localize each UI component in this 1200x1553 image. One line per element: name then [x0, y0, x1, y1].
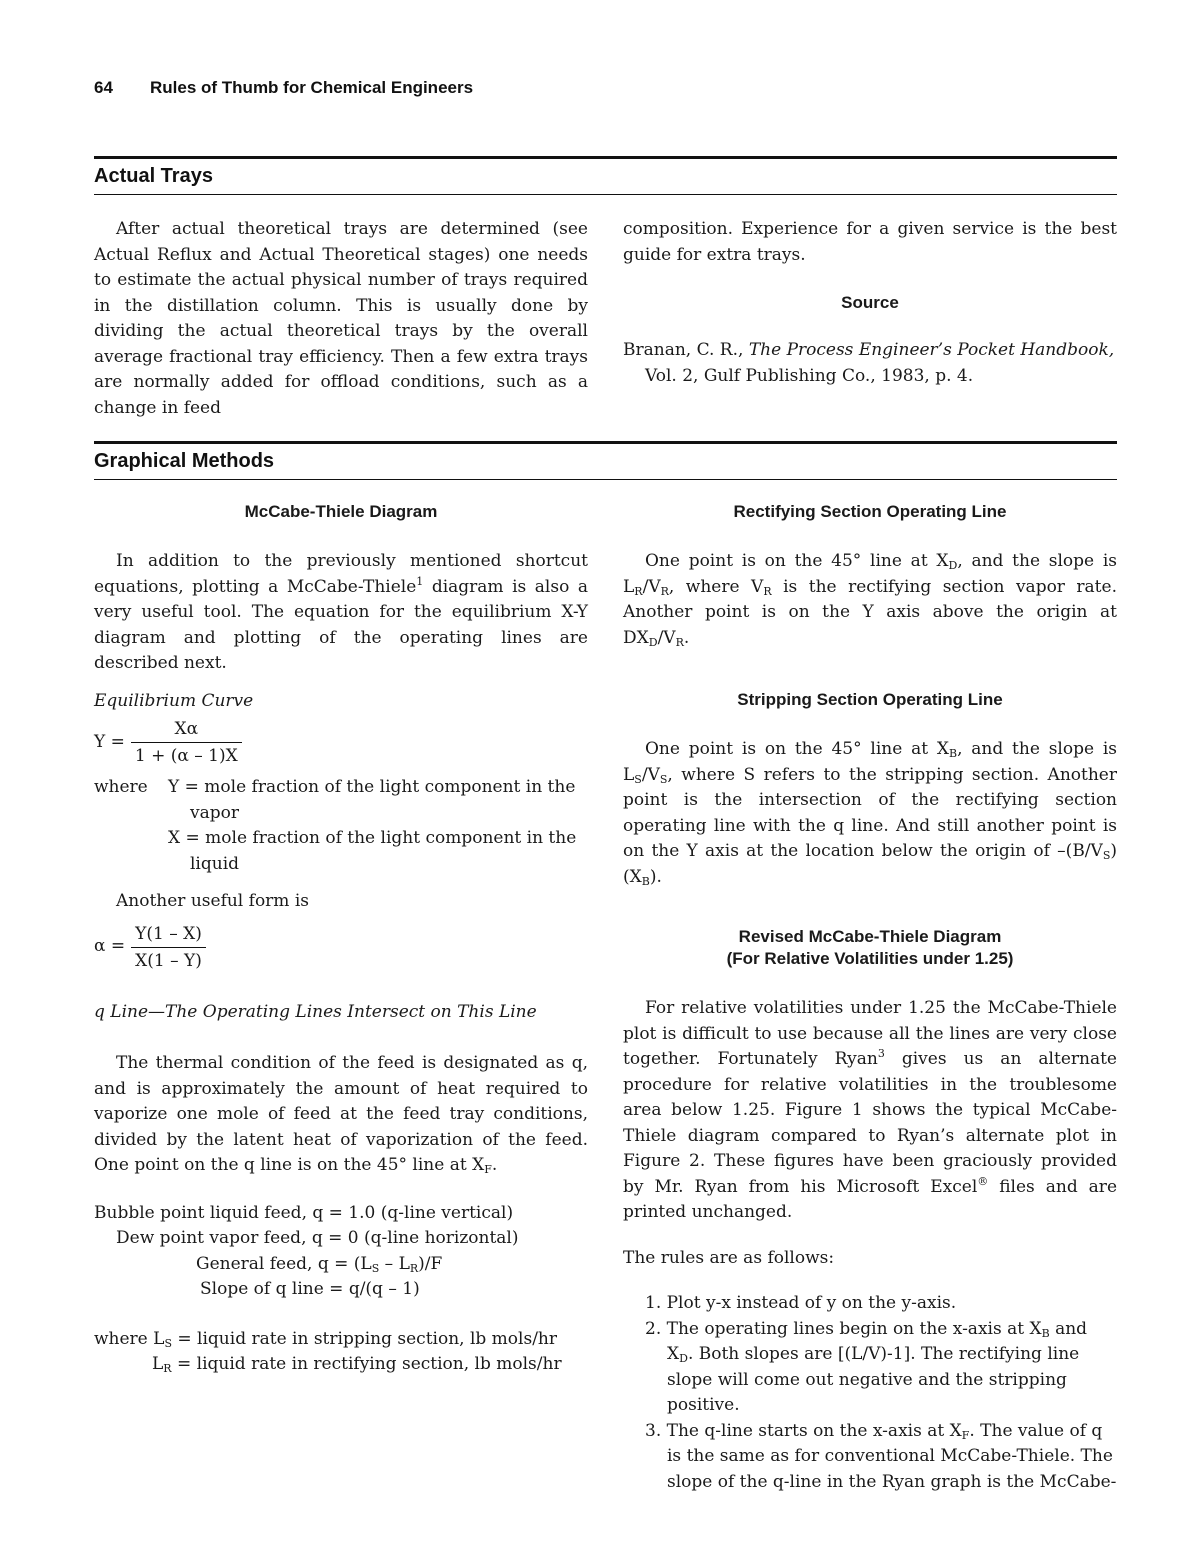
subscript: R — [163, 1362, 172, 1375]
rectifying-heading: Rectifying Section Operating Line — [733, 502, 1007, 521]
def-text: = liquid rate in stripping section, lb mols/hr — [172, 1328, 557, 1349]
rule-text: . Both slopes are [(L/V)-1]. The rectifying line slope will come out negative and the stripping positive. — [667, 1344, 1080, 1415]
revised-text: For relative volatilities under 1.25 the McCabe-Thiele plot is difficult to use because all the lines are very close together. Fortunately Ryan — [623, 998, 1117, 1069]
strip-text: , and the slope is L — [623, 739, 1118, 785]
rules-intro: The rules are as follows: — [623, 1247, 835, 1268]
equation-fraction — [131, 718, 242, 767]
mccabe-thiele-intro — [94, 549, 588, 677]
feed-text: General feed, q = (L — [196, 1253, 372, 1274]
rule-text: . The value of q is the same as for conventional McCabe-Thiele. The slope of the q-line in the Ryan graph is the McCabe- — [667, 1420, 1117, 1492]
rect-text: is the rectifying section vapor rate. Another point is on the Y axis above the origin at DX — [623, 576, 1117, 648]
intro-text: diagram is also a very useful tool. The equation for the equilibrium X-Y diagram and plotting of the operating lines are described next. — [94, 576, 589, 673]
actual-trays-paragraph: After actual theoretical trays are determined (see Actual Reflux and Actual Theoretical stages) one needs to estimate the actual physical number of trays required in the distillation column. This is usually done by dividing the actual theoretical trays by the overall average fractional tray efficiency. Then a few extra trays are normally added for offload conditions, such as a change in feed — [94, 219, 588, 418]
another-form-text: Another useful form is — [116, 891, 309, 911]
rule-text: and X — [667, 1318, 1088, 1364]
subscript: F — [961, 1428, 970, 1442]
rule-item — [623, 1419, 1117, 1496]
section-title-actual-trays: Actual Trays — [94, 165, 213, 187]
source-book-title: The Process Engineer’s Pocket Handbook, — [748, 340, 1115, 360]
footnote-ref: 1 — [416, 574, 424, 588]
page-number: 64 — [94, 78, 113, 97]
actual-trays-right-column — [623, 217, 1117, 389]
subscript: S — [164, 1336, 172, 1350]
subscript: S — [634, 772, 642, 786]
liquid-rate-definitions — [94, 1327, 588, 1378]
q-line-text: The thermal condition of the feed is designated as q, and is approximately the amount of heat required to vaporize one mole of feed at the feed tray conditions, divided by the latent heat of vaporization of the feed. One point on the q line is on the 45° line at X — [94, 1053, 588, 1175]
feed-conditions — [94, 1201, 588, 1303]
rect-text: , and the slope is L — [623, 551, 1118, 597]
source-publisher: Vol. 2, Gulf Publishing Co., 1983, p. 4. — [645, 365, 974, 386]
def-text: = liquid rate in rectifying section, lb mols/hr — [171, 1354, 562, 1374]
strip-text: ). — [649, 866, 662, 887]
source-citation — [623, 338, 1117, 389]
book-title: Rules of Thumb for Chemical Engineers — [150, 78, 474, 97]
source-author: Branan, C. R., — [623, 340, 749, 360]
footnote-ref: 3 — [877, 1047, 885, 1060]
q-line-text: . — [491, 1155, 498, 1175]
equation-numerator: Xα — [131, 718, 242, 743]
strip-text: )(X — [623, 841, 1117, 887]
section-rule-bottom — [94, 194, 1117, 195]
subscript: R — [763, 584, 772, 598]
subscript: R — [409, 1261, 419, 1275]
equilibrium-equation — [94, 718, 588, 767]
variable-definitions — [94, 775, 588, 877]
subscript: D — [948, 559, 958, 572]
subscript: B — [641, 874, 650, 888]
graphical-methods-left-column — [94, 501, 588, 1378]
rect-text: /V — [642, 576, 661, 597]
rect-text: , where V — [668, 576, 764, 597]
section-rule-top — [94, 156, 1117, 159]
rect-text: . — [683, 627, 690, 648]
subscript: D — [679, 1352, 688, 1365]
strip-text: , where S refers to the stripping section. Another point is the intersection of the rectifying section operating line with the q line. And still another point is on the Y axis at the location below the origin of –(B/V — [623, 764, 1117, 861]
rule-text: 3. The q-line starts on the x-axis at X — [645, 1420, 962, 1441]
revised-text: gives us an alternate procedure for relative volatilities in the troublesome area below 1.25. Figure 1 shows the typical McCabe-Thiele diagram compared to Ryan’s alternate plot in Figure 2. These figures have been graciously provided by Mr. Ryan from his Microsoft Excel — [623, 1049, 1117, 1197]
rectifying-paragraph — [623, 549, 1117, 651]
definition-x: X = mole fraction of the light component in the liquid — [168, 828, 577, 874]
subscript: S — [659, 772, 668, 786]
actual-trays-left-column — [94, 217, 588, 421]
subscript: S — [1102, 849, 1111, 862]
subscript: R — [634, 584, 643, 598]
rule-text: 2. The operating lines begin on the x-axis at X — [645, 1318, 1042, 1339]
feed-general — [94, 1252, 588, 1278]
def-text: where L — [94, 1328, 165, 1349]
equation-fraction — [131, 923, 206, 972]
graphical-methods-right-column — [623, 501, 1117, 1495]
rect-text: One point is on the 45° line at X — [645, 551, 949, 571]
subscript: R — [660, 584, 669, 598]
feed-text: )/F — [418, 1253, 443, 1274]
strip-text: /V — [641, 764, 660, 785]
section-rule-bottom — [94, 479, 1117, 480]
where-label: where — [94, 777, 148, 797]
equation-lhs: α = — [94, 936, 126, 957]
rect-text: /V — [657, 627, 676, 648]
equilibrium-curve-heading: Equilibrium Curve — [94, 690, 254, 711]
actual-trays-paragraph-continued: composition. Experience for a given service is the best guide for extra trays. — [623, 219, 1117, 265]
revised-heading-line-1: Revised McCabe-Thiele Diagram — [738, 927, 1002, 946]
registered-mark: ® — [977, 1174, 989, 1188]
running-header — [94, 78, 473, 98]
equation-denominator: X(1 – Y) — [135, 950, 202, 971]
strip-text: One point is on the 45° line at X — [645, 739, 949, 759]
alpha-equation — [94, 923, 588, 972]
rule-item — [623, 1317, 1117, 1419]
revised-text: files and are printed unchanged. — [623, 1176, 1117, 1222]
source-heading: Source — [841, 293, 899, 312]
subscript: S — [371, 1261, 380, 1275]
intro-text: In addition to the previously mentioned shortcut equations, plotting a McCabe-Thiele — [94, 551, 588, 597]
def-text: L — [152, 1354, 164, 1374]
rules-list — [623, 1291, 1117, 1495]
rule-item: 1. Plot y-x instead of y on the y-axis. — [645, 1293, 957, 1313]
subscript: B — [1041, 1326, 1050, 1340]
section-rule-top — [94, 441, 1117, 444]
q-line-slope: Slope of q line = q/(q – 1) — [200, 1279, 420, 1299]
subscript: F — [484, 1163, 492, 1176]
stripping-heading: Stripping Section Operating Line — [737, 690, 1003, 709]
definition-lr — [94, 1352, 588, 1378]
subscript: B — [948, 747, 958, 760]
definition-ls — [94, 1327, 588, 1353]
subscript: R — [675, 635, 684, 649]
stripping-paragraph — [623, 737, 1117, 890]
equation-denominator: 1 + (α – 1)X — [134, 746, 238, 766]
revised-heading-line-2: (For Relative Volatilities under 1.25) — [726, 949, 1014, 968]
q-line-paragraph — [94, 1051, 588, 1179]
revised-heading — [623, 926, 1117, 970]
revised-paragraph — [623, 996, 1117, 1226]
feed-bubble-point: Bubble point liquid feed, q = 1.0 (q-line vertical) — [94, 1202, 514, 1223]
definition-y: Y = mole fraction of the light component in the vapor — [168, 777, 576, 823]
feed-text: – L — [379, 1253, 410, 1274]
q-line-heading: q Line—The Operating Lines Intersect on This Line — [94, 1001, 537, 1022]
section-title-graphical-methods: Graphical Methods — [94, 450, 275, 472]
mccabe-thiele-heading: McCabe-Thiele Diagram — [244, 502, 438, 521]
feed-dew-point: Dew point vapor feed, q = 0 (q-line horizontal) — [116, 1228, 519, 1248]
subscript: D — [648, 635, 658, 649]
equation-lhs: Y = — [94, 731, 125, 752]
equation-numerator: Y(1 – X) — [131, 923, 206, 948]
